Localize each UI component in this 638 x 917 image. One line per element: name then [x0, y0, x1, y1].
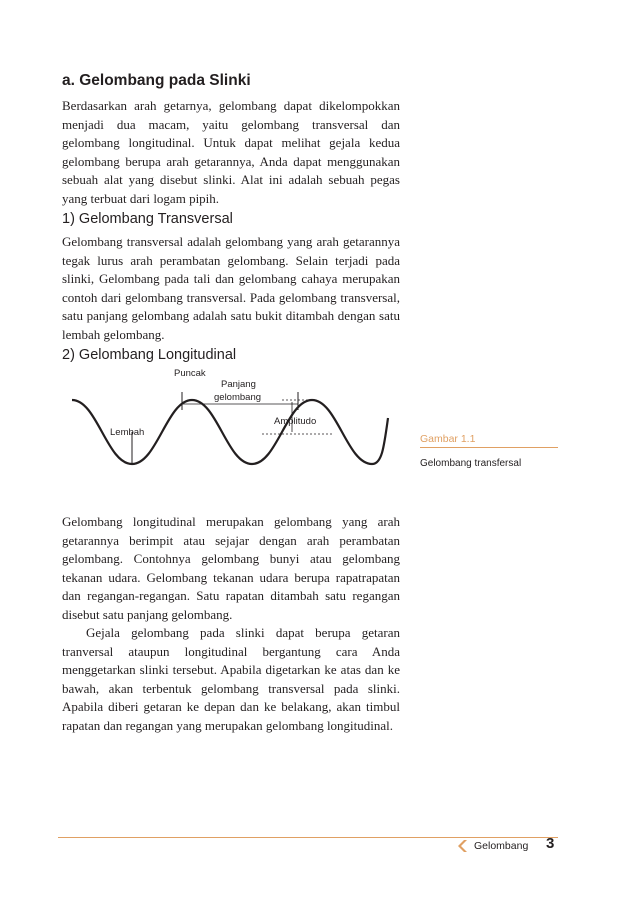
longitudinal-paragraph: Gelombang longitudinal merupakan gelombang yang arah getarannya berimpit atau sejajar dengan arah perambatan gelombang. Contohnya gelombang bunyi atau gelombang tekanan udara. Gelombang tekanan udara berupa rapatrapatan dan regangan-regangan. Satu rapatan ditambah satu regangan disebut satu panjang gelombang.: [62, 514, 400, 622]
transversal-paragraph: Gelombang transversal adalah gelombang yang arah getarannya tegak lurus arah perambatan gelombang. Selain terjadi pada slinki, Gelombang pada tali dan gelombang cahaya merupakan contoh dari gelombang transversal. Pada gelombang transversal, satu panjang gelombang adalah satu bukit ditambah dengan satu lembah gelombang.: [62, 234, 400, 342]
intro-paragraph: Berdasarkan arah getarnya, gelombang dapat dikelompokkan menjadi dua macam, yaitu gelombang transversal dan gelombang longitudinal. Untuk dapat melihat gejala kedua gelombang berupa arah getarannya, Anda dapat menggunakan sebuah alat yang disebut slinki. Alat ini adalah sebuah pegas yang terbuat dari logam pipih.: [62, 98, 400, 206]
label-gelombang: gelombang: [214, 392, 262, 403]
footer-chapter-title: Gelombang: [474, 840, 529, 852]
longitudinal-heading: 2) Gelombang Longitudinal: [62, 347, 237, 363]
footer-divider: [58, 837, 558, 838]
transversal-heading: 1) Gelombang Transversal: [62, 211, 233, 227]
slinki-paragraph: Gejala gelombang pada slinki dapat berupa getaran tranversal ataupun longitudinal bergantung cara Anda menggetarkan slinki tersebut. Apabila digetarkan ke atas dan ke bawah, akan terbentuk gelombang transversal pada slinki. Apabila diberi getaran ke depan dan ke belakang, akan timbul rapatan dan regangan yang merupakan gelombang longitudinal.: [62, 625, 400, 733]
section-heading: a. Gelombang pada Slinki: [62, 72, 251, 89]
caption-divider: [420, 447, 558, 448]
label-lembah: Lembah: [110, 427, 145, 438]
label-puncak: Puncak: [174, 368, 206, 379]
wave-diagram: [60, 362, 400, 472]
figure-caption-title: Gambar 1.1: [420, 433, 476, 445]
label-panjang: Panjang: [221, 379, 256, 390]
chevron-icon: [454, 838, 470, 854]
label-amplitudo: Amplitudo: [274, 416, 317, 427]
page-number: 3: [546, 835, 555, 852]
figure-caption-text: Gelombang transfersal: [420, 458, 522, 469]
